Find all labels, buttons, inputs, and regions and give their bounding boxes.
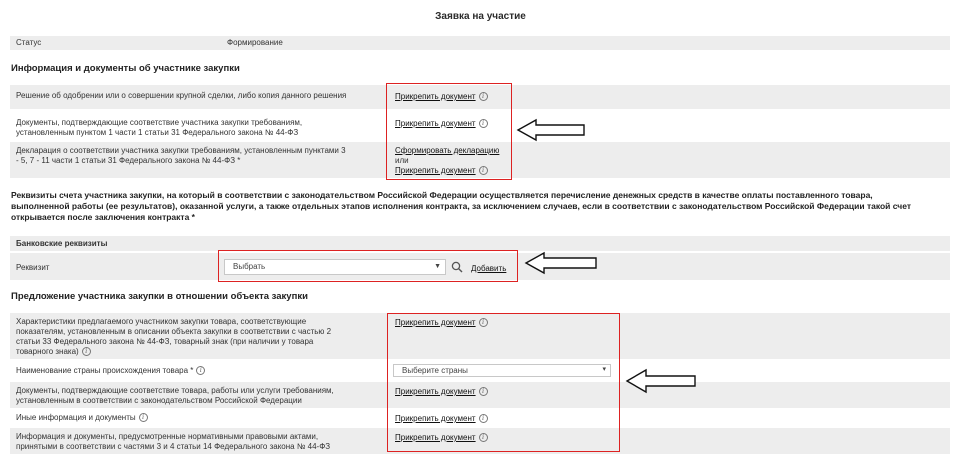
offer-row-3-label: Документы, подтверждающие соответствие товара, работы или услуги требованиям, установленным в соответствии с законодательством Российской Федерации: [16, 386, 334, 405]
requisite-select[interactable]: Выбрать ▼: [224, 259, 446, 275]
or-text: или: [395, 156, 409, 165]
page-title: Заявка на участие: [435, 11, 526, 22]
info-icon[interactable]: i: [479, 414, 488, 423]
left-arrow-annotation: [625, 368, 697, 394]
attach-document-link[interactable]: Прикрепить документ: [395, 387, 476, 396]
left-arrow-annotation: [516, 118, 586, 142]
section-participant-info-title: Информация и документы об участнике закупки: [11, 63, 240, 74]
highlight-box: [386, 83, 512, 180]
generate-declaration-link[interactable]: Сформировать декларацию: [395, 146, 500, 155]
info-icon[interactable]: i: [479, 166, 488, 175]
chevron-down-icon: ▼: [434, 263, 441, 270]
info-icon[interactable]: i: [479, 92, 488, 101]
country-origin-label: Наименование страны происхождения товара * i: [16, 366, 205, 376]
attach-document-link[interactable]: Прикрепить документ: [395, 92, 476, 101]
info-icon[interactable]: i: [479, 318, 488, 327]
offer-row-5-label: Информация и документы, предусмотренные нормативными правовыми актами, принятыми в соответствии с частями 3 и 4 статьи 14 Федерального закона № 44-ФЗ: [16, 432, 331, 451]
bank-requisites-header-row: [10, 236, 950, 251]
add-requisite-button[interactable]: Добавить: [471, 264, 507, 273]
offer-row-1-label: Характеристики предлагаемого участником закупки товара, соответствующие показателям, установленным в описании объекта закупки в соответствии с частью 2 статьи 33 Федерального закона № 44-ФЗ, товарный знак (при наличии у товара товарного знака) i: [16, 317, 332, 356]
attach-document-link[interactable]: Прикрепить документ: [395, 433, 476, 442]
info-icon[interactable]: i: [196, 366, 205, 375]
participant-row-3-label: Декларация о соответствии участника закупки требованиям, установленным пунктами 3 - 5, 7 - 11 части 1 статьи 31 Федерального закона № 44-ФЗ *: [16, 146, 346, 165]
bank-requisites-header: Банковские реквизиты: [16, 239, 108, 248]
info-icon[interactable]: i: [479, 433, 488, 442]
highlight-box: [387, 313, 620, 452]
attach-document-link[interactable]: Прикрепить документ: [395, 166, 476, 175]
status-label: Статус: [16, 38, 42, 47]
status-row: [10, 36, 950, 50]
attach-document-link[interactable]: Прикрепить документ: [395, 318, 476, 327]
chevron-down-icon: ▾: [602, 366, 606, 373]
highlight-box: [218, 250, 518, 282]
attach-document-link[interactable]: Прикрепить документ: [395, 414, 476, 423]
country-select[interactable]: Выберите страны ▾: [393, 364, 611, 377]
info-icon[interactable]: i: [139, 413, 148, 422]
requisite-label: Реквизит: [16, 263, 50, 272]
section-offer-title: Предложение участника закупки в отношении объекта закупки: [11, 291, 308, 302]
participant-row-2-label: Документы, подтверждающие соответствие участника закупки требованиям, установленным пунктом 1 части 1 статьи 31 Федерального закона № 44-ФЗ: [16, 118, 303, 137]
info-icon[interactable]: i: [82, 347, 91, 356]
info-icon[interactable]: i: [479, 119, 488, 128]
participant-row-1-label: Решение об одобрении или о совершении крупной сделки, либо копия данного решения: [16, 91, 347, 100]
requisites-description: Реквизиты счета участника закупки, на который в соответствии с законодательством Российской Федерации осуществляется перечисление денежных средств в качестве оплаты поставленного товара, выполненной работы (ее результатов), оказанной услуги, а также отдельных этапов исполнения контракта, за исключением случаев, если в соответствии с законодательством Российской Федерации такой счет открывается после заключения контракта *: [11, 190, 911, 222]
info-icon[interactable]: i: [479, 387, 488, 396]
other-docs-label: Иные информация и документы i: [16, 413, 148, 423]
status-value: Формирование: [227, 38, 283, 47]
attach-document-link[interactable]: Прикрепить документ: [395, 119, 476, 128]
left-arrow-annotation: [524, 251, 598, 275]
